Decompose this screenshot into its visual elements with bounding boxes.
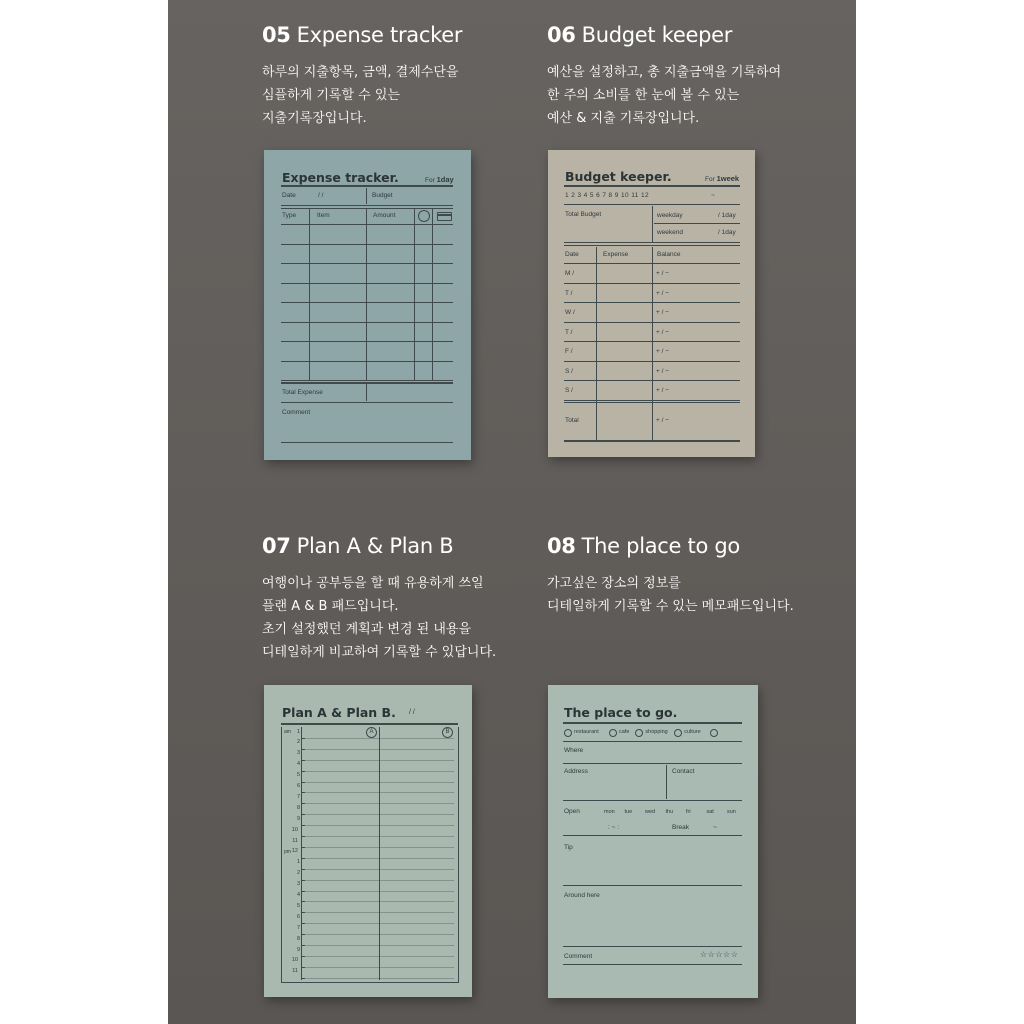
rule-line: [304, 978, 454, 979]
rule-line: [304, 814, 454, 815]
comment-label: Comment: [564, 953, 593, 960]
rule-line: [301, 803, 305, 804]
rule-line: [304, 934, 454, 935]
balance-header: Balance: [657, 251, 681, 258]
weekday-label: weekday: [657, 212, 683, 219]
comment-label: Comment: [282, 409, 311, 416]
expense-header: Expense: [603, 251, 629, 258]
hour-label: 5: [296, 772, 300, 779]
rule-line: [301, 814, 305, 815]
rule-line: [281, 382, 453, 384]
weekday-label: fri: [686, 809, 691, 815]
category-radio: [635, 729, 643, 737]
month-dash: ~: [711, 192, 715, 199]
break-tilde: ~: [713, 824, 717, 831]
weekday-label: wed: [645, 809, 656, 815]
category-radio: [609, 729, 617, 737]
section-title-07: [262, 534, 453, 558]
day-label: M /: [565, 270, 575, 277]
rule-line: [301, 847, 305, 848]
weekday-label: mon: [604, 809, 615, 815]
rule-line: [304, 869, 454, 870]
rule-line: [281, 263, 453, 264]
section-number: 07: [262, 534, 291, 558]
balance-mark: + / −: [656, 348, 670, 355]
tip-label: Tip: [564, 844, 573, 851]
desc-line: 예산 & 지출 기록장입니다.: [547, 111, 700, 126]
section-desc-08: [547, 572, 794, 618]
rule-line: [596, 247, 597, 440]
date-slashes: / /: [409, 709, 415, 716]
rule-line: [304, 803, 454, 804]
rule-line: [304, 825, 454, 826]
rule-line: [304, 923, 454, 924]
card-title: Expense tracker.: [282, 170, 399, 185]
weekday-per-day: / 1day: [718, 212, 736, 219]
category-radio: [564, 729, 572, 737]
rule-line: [301, 825, 305, 826]
rule-line: [301, 836, 305, 837]
rule-line: [301, 978, 305, 979]
desc-line: 지출기록장입니다.: [262, 111, 367, 126]
weekday-label: sat: [706, 809, 714, 815]
rule-line: [414, 208, 415, 380]
hour-label: 11: [292, 968, 298, 975]
desc-line: 가고싶은 장소의 정보를: [547, 576, 681, 591]
rule-line: [281, 402, 453, 403]
rule-line: [281, 302, 453, 303]
section-name: The place to go: [581, 534, 740, 558]
date-label: Date: [282, 192, 296, 199]
amount-header: Amount: [373, 212, 396, 219]
section-title-08: [547, 534, 740, 558]
weekday-label: sun: [727, 809, 736, 815]
rule-line: [301, 945, 305, 946]
rule-line: [301, 901, 305, 902]
expense-tracker-card: [264, 150, 471, 460]
hour-label: 9: [296, 815, 300, 822]
rule-line: [281, 341, 453, 342]
rule-line: [301, 912, 305, 913]
rule-line: [301, 956, 305, 957]
weekend-per-day: / 1day: [718, 229, 736, 236]
open-time-marks: : ~ :: [608, 824, 620, 831]
rule-line: [304, 847, 454, 848]
rule-line: [281, 244, 453, 245]
category-label: culture: [684, 729, 701, 735]
hour-label: 7: [296, 924, 300, 931]
day-label: W /: [565, 309, 575, 316]
rule-line: [304, 836, 454, 837]
rule-line: [301, 934, 305, 935]
hour-label: 3: [296, 881, 300, 888]
rule-line: [304, 792, 454, 793]
rule-line: [301, 760, 305, 761]
rule-line: [281, 224, 453, 225]
total-balance-mark: + / −: [656, 417, 670, 424]
desc-line: 플랜 A & B 패드입니다.: [262, 599, 399, 614]
desc-line: 심플하게 기록할 수 있는: [262, 88, 400, 103]
category-label: shopping: [645, 729, 668, 735]
hour-label: 1: [296, 728, 300, 735]
rule-line: [304, 956, 454, 957]
weekday-label: thu: [665, 809, 674, 815]
section-desc-05: [262, 61, 458, 130]
section-number: 06: [547, 23, 576, 47]
rule-line: [301, 967, 305, 968]
rule-line: [281, 380, 453, 381]
rule-line: [304, 912, 454, 913]
rule-line: [301, 792, 305, 793]
desc-line: 여행이나 공부등을 할 때 유용하게 쓰일: [262, 576, 484, 591]
rule-line: [379, 727, 380, 980]
rule-line: [301, 880, 305, 881]
card-title: The place to go.: [564, 705, 678, 720]
total-budget-label: Total Budget: [565, 211, 602, 218]
section-title-05: [262, 23, 462, 47]
rule-line: [304, 760, 454, 761]
day-label: S /: [565, 367, 573, 375]
am-label: am: [284, 729, 291, 735]
section-name: Expense tracker: [296, 23, 463, 47]
hour-label: 12: [291, 848, 298, 855]
category-label: cafe: [619, 729, 630, 735]
hour-label: 8: [296, 935, 300, 942]
rule-line: [304, 738, 454, 739]
hour-label: 2: [296, 870, 300, 877]
rule-line: [304, 891, 454, 892]
rule-line: [304, 901, 454, 902]
rule-line: [301, 738, 305, 739]
budget-label: Budget: [372, 192, 393, 199]
category-label: restaurant: [574, 729, 599, 735]
date-slashes: / /: [318, 192, 324, 199]
rating-stars: ☆☆☆☆☆: [700, 950, 739, 959]
type-header: Type: [282, 212, 297, 219]
rule-line: [366, 208, 367, 380]
section-title-06: [547, 23, 732, 47]
hour-label: 2: [296, 739, 300, 746]
weekend-label: weekend: [657, 229, 684, 236]
section-name: Budget keeper: [581, 23, 733, 47]
rule-line: [301, 923, 305, 924]
rule-line: [458, 727, 459, 982]
balance-mark: + / −: [656, 309, 670, 316]
for-label: For 1day: [425, 175, 454, 184]
rule-line: [301, 891, 305, 892]
around-here-label: Around here: [564, 892, 600, 899]
hour-label: 3: [296, 750, 300, 757]
rule-line: [301, 782, 305, 783]
rule-line: [281, 727, 282, 982]
card-title: Budget keeper.: [565, 169, 672, 184]
desc-line: 하루의 지출항목, 금액, 결제수단을: [262, 65, 459, 80]
balance-mark: + / −: [656, 367, 670, 375]
plan-ab-card: [264, 685, 472, 997]
rule-line: [301, 727, 302, 980]
rule-line: [301, 869, 305, 870]
balance-mark: + / −: [656, 270, 670, 277]
section-desc-07: [262, 572, 496, 664]
rule-line: [281, 442, 453, 443]
rule-line: [309, 208, 310, 380]
section-name: Plan A & Plan B: [296, 534, 454, 558]
balance-mark: + / −: [656, 289, 670, 297]
section-desc-06: [547, 61, 781, 130]
rule-line: [304, 782, 454, 783]
budget-keeper-card: [548, 150, 755, 457]
rule-line: [432, 208, 433, 380]
desc-line: 예산을 설정하고, 총 지출금액을 기록하여: [547, 65, 782, 80]
section-number: 08: [547, 534, 576, 558]
place-to-go-card: [548, 685, 758, 998]
desc-line: 한 주의 소비를 한 눈에 볼 수 있는: [547, 88, 740, 103]
card-title: Plan A & Plan B.: [282, 705, 396, 720]
rule-line: [304, 880, 454, 881]
hour-label: 10: [291, 957, 298, 964]
rule-line: [304, 945, 454, 946]
item-header: Item: [317, 212, 330, 219]
total-expense-label: Total Expense: [282, 389, 323, 396]
hour-label: 6: [296, 913, 300, 920]
pm-label: pm: [284, 848, 291, 855]
rule-line: [301, 771, 305, 772]
category-radio: [710, 729, 718, 737]
hour-label: 4: [296, 761, 300, 768]
hour-label: 1: [296, 859, 300, 866]
rule-line: [281, 322, 453, 323]
hour-label: 8: [296, 804, 300, 811]
contact-label: Contact: [672, 768, 695, 775]
hour-label: 4: [296, 892, 300, 898]
hour-label: 5: [296, 902, 300, 909]
month-numbers: 1 2 3 4 5 6 7 8 9 10 11 12: [565, 192, 650, 199]
plan-b-circle: B: [442, 727, 453, 738]
day-label: T /: [565, 289, 573, 297]
desc-line: 초기 설정했던 계획과 변경 된 내용을: [262, 622, 472, 637]
rule-line: [301, 858, 305, 859]
day-label: T /: [565, 328, 573, 336]
rule-line: [281, 361, 453, 362]
rule-line: [304, 967, 454, 968]
rule-line: [281, 982, 459, 984]
hour-label: 10: [291, 826, 298, 833]
rule-line: [304, 771, 454, 772]
rule-line: [281, 283, 453, 284]
hour-label: 11: [292, 837, 298, 844]
rule-line: [652, 247, 653, 440]
rule-line: [366, 384, 367, 401]
open-label: Open: [564, 808, 580, 815]
desc-line: 디테일하게 기록할 수 있는 메모패드입니다.: [547, 599, 794, 614]
rule-line: [301, 749, 305, 750]
break-label: Break: [672, 824, 689, 831]
desc-line: 디테일하게 비교하여 기록할 수 있답니다.: [262, 645, 497, 660]
section-number: 05: [262, 23, 291, 47]
rule-line: [564, 440, 740, 442]
coin-icon: [418, 210, 430, 222]
date-header: Date: [565, 251, 579, 258]
address-label: Address: [564, 768, 588, 775]
card-icon: [437, 212, 452, 221]
hour-label: 9: [296, 946, 300, 953]
hour-label: 7: [296, 793, 300, 800]
hour-label: 6: [296, 783, 300, 789]
where-label: Where: [564, 747, 584, 754]
rule-line: [304, 858, 454, 859]
day-label: S /: [565, 387, 573, 394]
day-label: F /: [565, 348, 573, 355]
weekday-label: tue: [624, 809, 633, 815]
rule-line: [304, 749, 454, 750]
total-label: Total: [565, 417, 579, 424]
plan-a-circle: A: [366, 727, 377, 738]
balance-mark: + / −: [656, 387, 670, 394]
for-label: For 1week: [705, 174, 740, 183]
balance-mark: + / −: [656, 328, 670, 336]
category-radio: [674, 729, 682, 737]
